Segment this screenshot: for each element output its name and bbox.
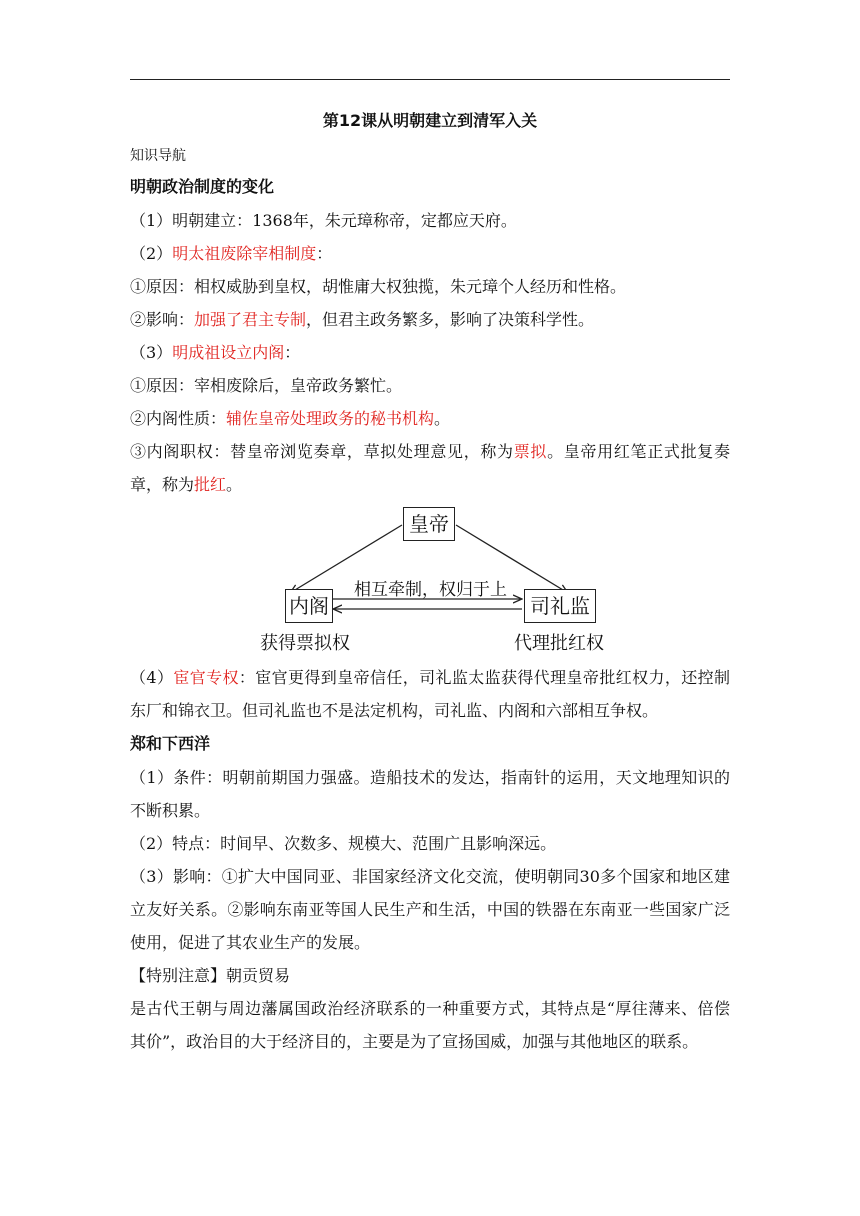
document-page xyxy=(130,108,730,1058)
abolish-effect xyxy=(130,303,730,336)
zhenghe-features: （2）特点：时间早、次数多、规模大、范围广且影响深远。 xyxy=(130,834,557,853)
page-title: 第12课从明朝建立到清军入关 xyxy=(322,111,538,130)
highlight-abolish-chancellor: 明太祖废除宰相制度 xyxy=(172,244,317,263)
note-title: 【特别注意】朝贡贸易 xyxy=(130,966,291,985)
power-diagram xyxy=(130,505,730,655)
highlight-piaoni: 票拟 xyxy=(513,442,548,461)
highlight-autocracy: 加强了君主专制 xyxy=(194,310,307,329)
item-prefix: （3） xyxy=(130,343,173,362)
secretariat-cause: ①原因：宰相废除后，皇帝政务繁忙。 xyxy=(130,376,403,395)
nav-label: 知识导航 xyxy=(130,148,186,164)
powers-text-b: 。皇帝用红笔正式批复奏章，称为 xyxy=(130,442,730,494)
caption-piaoni-right: 获得票拟权 xyxy=(260,633,350,654)
item-prefix: （4） xyxy=(130,668,174,687)
note-text: 是古代王朝与周边藩属国政治经济联系的一种重要方式，其特点是“厚往薄来、倍偿其价”，政治目的大于经济目的，主要是为了宣扬国威，加强与其他地区的联系。 xyxy=(130,999,730,1051)
zhenghe-impact: （3）影响：①扩大中国同亚、非国家经济文化交流，使明朝同30多个国家和地区建立友好关系。②影响东南亚等国人民生产和生活，中国的铁器在东南亚一些国家广泛使用，促进了其农业生产的发展。 xyxy=(130,867,730,952)
effect-prefix: ②影响： xyxy=(130,310,195,329)
highlight-pihong: 批红 xyxy=(194,475,227,494)
eunuch-text: ：宦官更得到皇帝信任，司礼监太监获得代理皇帝批红权力，还控制东厂和锦衣卫。但司礼监也不是法定机构，司礼监、内阁和六部相互争权。 xyxy=(130,668,730,720)
node-grand-secretariat: 内阁 xyxy=(285,589,333,623)
item-suffix: ： xyxy=(284,343,301,362)
highlight-secretary-office: 辅佐皇帝处理政务的秘书机构 xyxy=(226,409,435,428)
item-grand-secretariat xyxy=(130,336,730,369)
secretariat-powers xyxy=(130,435,730,501)
item-abolish-chancellor xyxy=(130,237,730,270)
nature-suffix: 。 xyxy=(434,409,451,428)
nature-prefix: ②内阁性质： xyxy=(130,409,227,428)
section-heading-ming-politics: 明朝政治制度的变化 xyxy=(130,177,275,196)
section-heading-zheng-he: 郑和下西洋 xyxy=(130,734,211,753)
node-directorate-ceremonial: 司礼监 xyxy=(524,589,596,623)
powers-text-a: ③内阁职权：替皇帝浏览奏章，草拟处理意见，称为 xyxy=(130,442,514,461)
item-prefix: （2） xyxy=(130,244,173,263)
abolish-cause: ①原因：相权威胁到皇权，胡惟庸大权独揽，朱元璋个人经历和性格。 xyxy=(130,277,627,296)
secretariat-nature xyxy=(130,402,730,435)
highlight-grand-secretariat: 明成祖设立内阁 xyxy=(172,343,285,362)
item-suffix: ： xyxy=(316,244,333,263)
mutual-check-label: 相互牵制，权归于上 xyxy=(354,580,507,600)
effect-suffix: ，但君主政务繁多，影响了决策科学性。 xyxy=(306,310,595,329)
powers-text-c: 。 xyxy=(226,475,243,494)
header-rule xyxy=(130,79,730,80)
item-ming-founding: （1）明朝建立：1368年，朱元璋称帝，定都应天府。 xyxy=(130,211,517,230)
caption-pihong-right: 代理批红权 xyxy=(514,633,604,654)
node-emperor: 皇帝 xyxy=(403,507,455,541)
zhenghe-conditions: （1）条件：明朝前期国力强盛。造船技术的发达，指南针的运用，天文地理知识的不断积累。 xyxy=(130,768,730,820)
highlight-eunuch-power: 宦官专权 xyxy=(173,668,239,687)
item-eunuch-power xyxy=(130,661,730,727)
